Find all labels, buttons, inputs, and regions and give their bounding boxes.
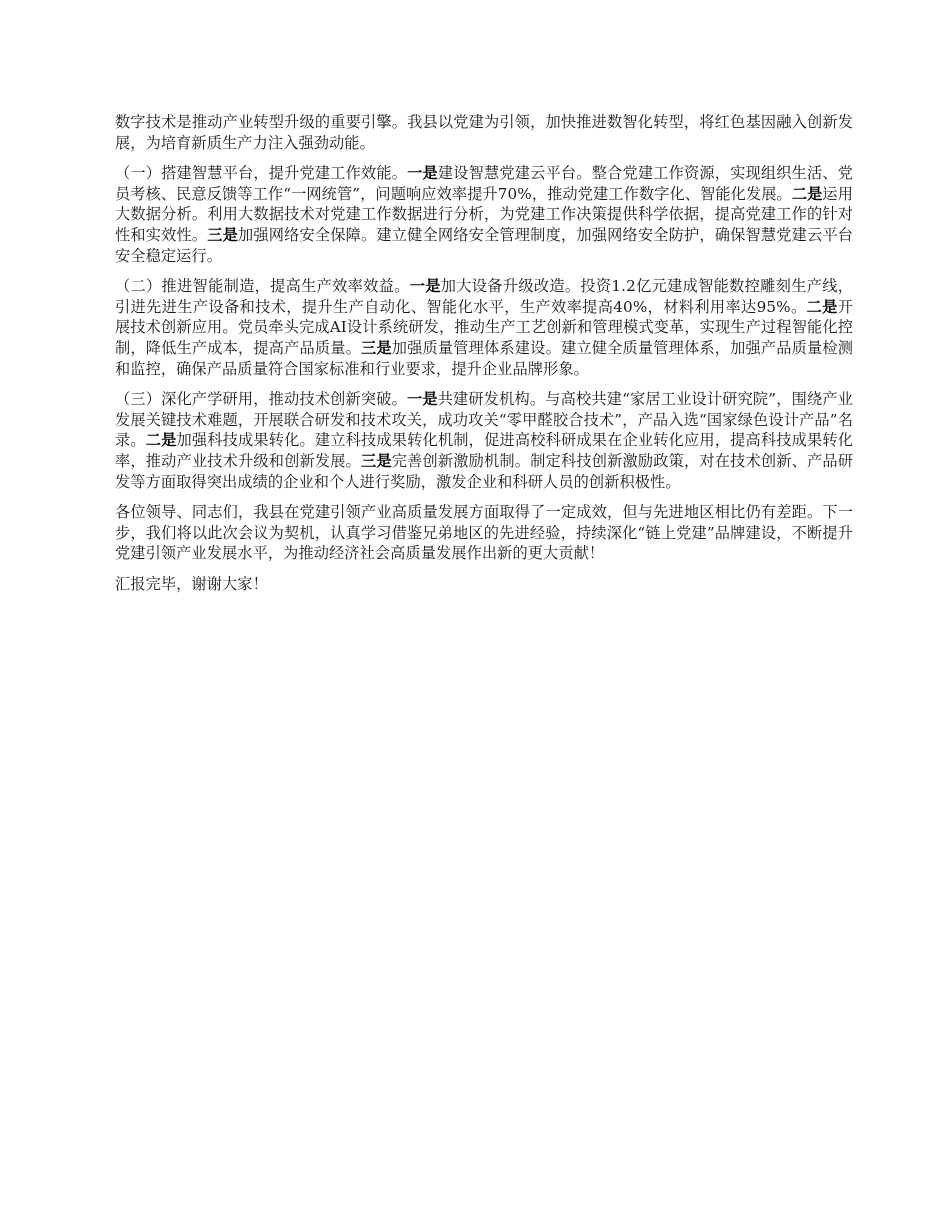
section-2-marker-2: 二是	[806, 297, 838, 316]
section-3-marker-1: 一是	[406, 390, 438, 409]
section-1-marker-1: 一是	[407, 164, 438, 183]
section-1-marker-3: 三是	[207, 225, 239, 244]
signoff-paragraph: 汇报完毕，谢谢大家！	[115, 574, 268, 593]
section-3-text-2: 加强科技成果转化。建立科技成果转化机制，促进高校科研成果在企业转化应用，提高科技成果转化率，推动产业技术升级和创新发展。	[115, 431, 854, 470]
section-3-paragraph	[115, 389, 853, 492]
section-1-heading: （一）搭建智慧平台，提升党建工作效能。	[115, 164, 408, 183]
section-3-text-1: 共建研发机构。与高校共建“家居工业设计研究院”，围绕产业发展关键技术难题，开展联合研发和技术攻关，成功攻关“零甲醛胶合技术”，产品入选“国家绿色设计产品”名录。	[115, 390, 853, 450]
section-1-text-3: 加强网络安全保障。建立健全网络安全管理制度，加强网络安全防护，确保智慧党建云平台安全稳定运行。	[115, 225, 854, 265]
intro-paragraph: 数字技术是推动产业转型升级的重要引擎。我县以党建为引领，加快推进数智化转型，将红色基因融入创新发展，为培育新质生产力注入强劲动能。	[115, 113, 853, 152]
section-1-marker-2: 二是	[791, 184, 823, 203]
section-1-text-2: 运用大数据分析。利用大数据技术对党建工作数据进行分析，为党建工作决策提供科学依据，提高党建工作的针对性和实效性。	[115, 184, 854, 244]
section-2-text-2: 开展技术创新应用。党员牵头完成AI设计系统研发，推动生产工艺创新和管理模式变革，实现生产过程智能化控制，降低生产成本，提高产品质量。	[115, 297, 853, 357]
section-2-heading: （二）推进智能制造，提高生产效率效益。	[115, 277, 410, 296]
closing-paragraph: 各位领导、同志们，我县在党建引领产业高质量发展方面取得了一定成效，但与先进地区相比仍有差距。下一步，我们将以此次会议为契机，认真学习借鉴兄弟地区的先进经验，持续深化“链上党建”品牌建设，不断提升党建引领产业发展水平，为推动经济社会高质量发展作出新的更大贡献！	[115, 503, 853, 563]
section-2-text-3: 加强质量管理体系建设。建立健全质量管理体系，加强产品质量检测和监控，确保产品质量符合国家标准和行业要求，提升企业品牌形象。	[115, 338, 854, 378]
section-2-marker-1: 一是	[409, 277, 441, 296]
section-2-marker-3: 三是	[361, 338, 392, 357]
section-2-text-1: 加大设备升级改造。投资1.2亿元建成智能数控雕刻生产线，引进先进生产设备和技术，提升生产自动化、智能化水平，生产效率提高40%，材料利用率达95%。	[115, 277, 854, 316]
section-2-paragraph	[115, 276, 853, 379]
section-3-heading: （三）深化产学研用，推动技术创新突破。	[115, 390, 407, 409]
section-3-marker-2: 二是	[145, 431, 177, 450]
section-3-marker-3: 三是	[361, 451, 392, 470]
section-3-text-3: 完善创新激励机制。制定科技创新激励政策，对在技术创新、产品研发等方面取得突出成绩的企业和个人进行奖励，激发企业和科研人员的创新积极性。	[115, 451, 854, 491]
section-1-paragraph	[115, 163, 853, 266]
document-body	[115, 112, 853, 604]
section-1-text-1: 建设智慧党建云平台。整合党建工作资源，实现组织生活、党员考核、民意反馈等工作“一网统管”，问题响应效率提升70%，推动党建工作数字化、智能化发展。	[115, 164, 854, 203]
